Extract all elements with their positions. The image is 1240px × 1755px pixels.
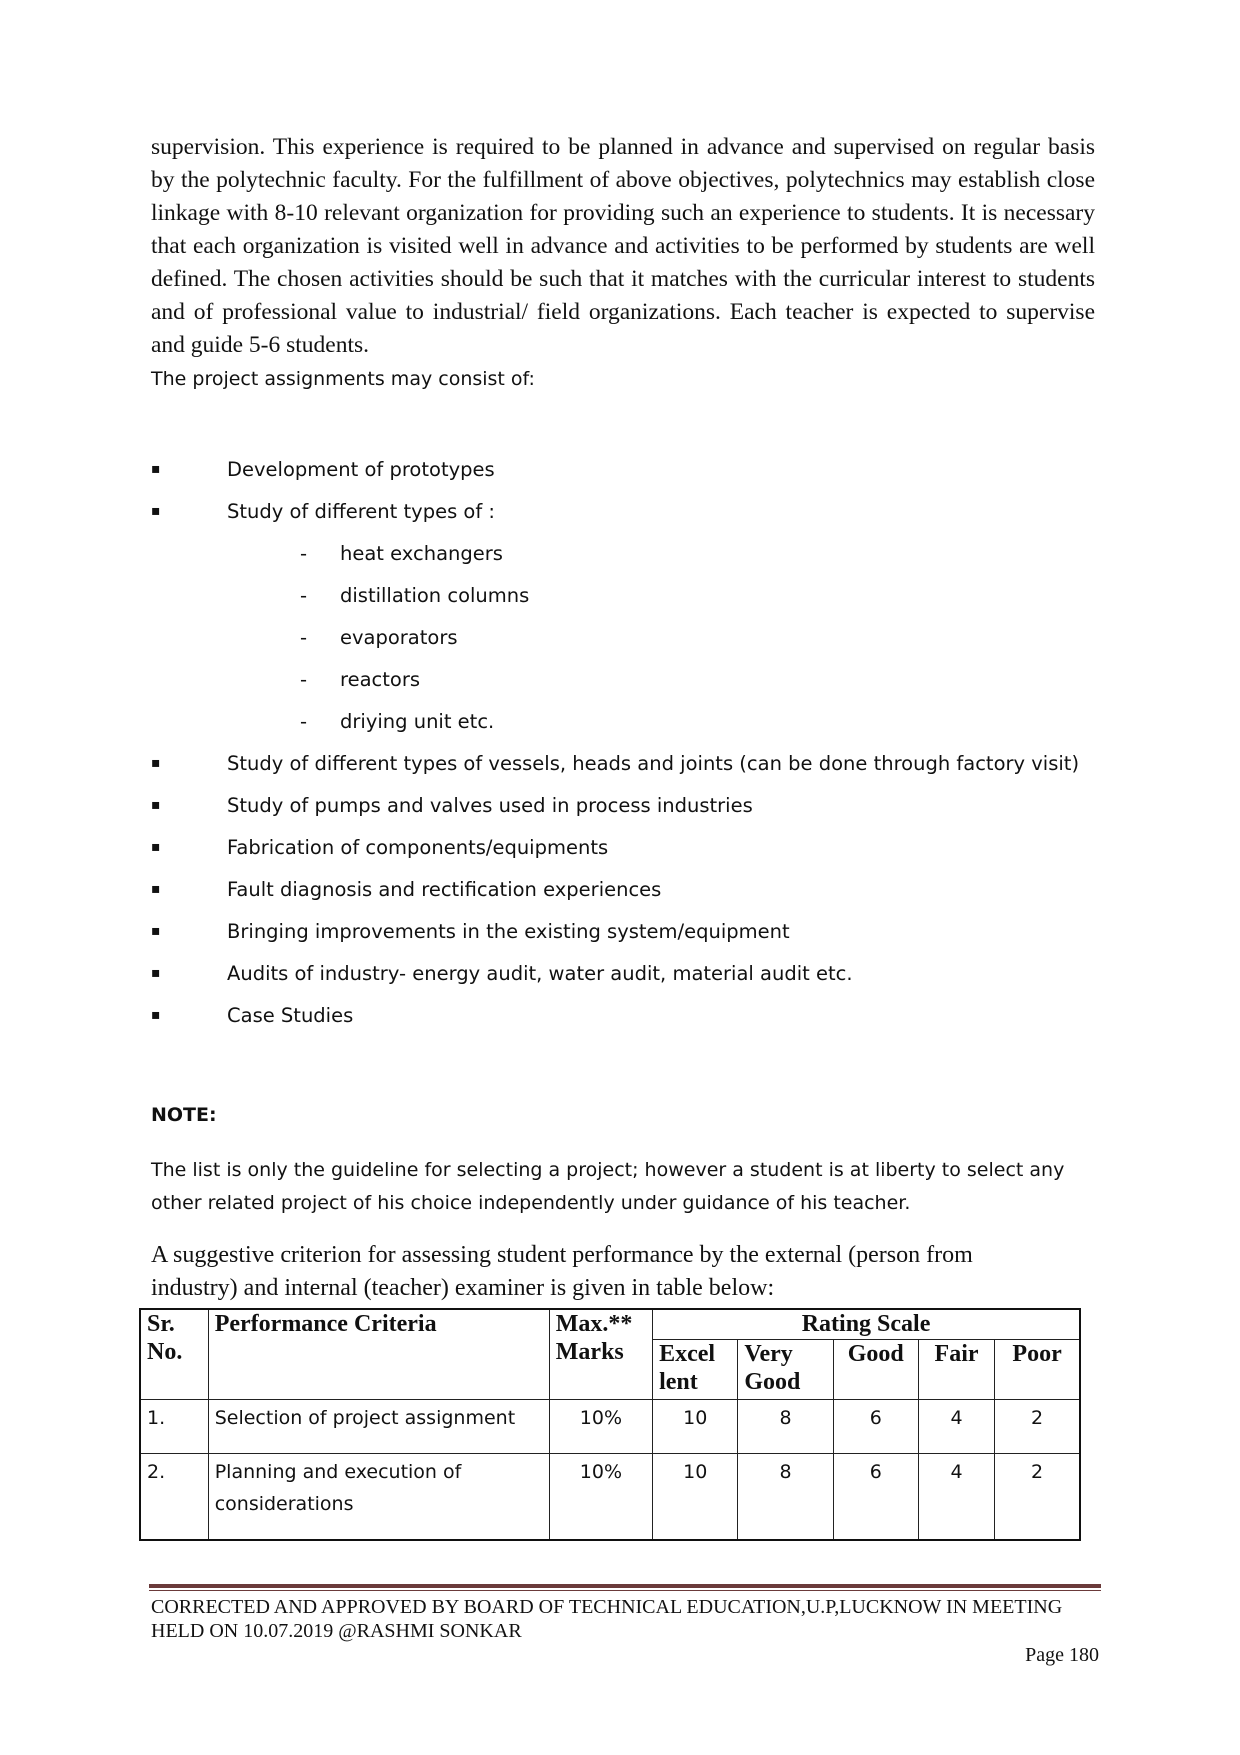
cell-max: 10% bbox=[549, 1453, 652, 1540]
table-row bbox=[140, 1399, 1080, 1453]
header-very-good: Very Good bbox=[738, 1339, 833, 1399]
sub-list-item bbox=[300, 538, 503, 568]
cell-excellent: 10 bbox=[653, 1453, 738, 1540]
cell-fair: 4 bbox=[918, 1399, 994, 1453]
sub-list-item bbox=[300, 664, 420, 694]
list-item-text: Fault diagnosis and rectification experiences bbox=[227, 877, 662, 901]
cell-sr: 2. bbox=[140, 1453, 208, 1540]
bullet-icon: ▪ bbox=[151, 503, 161, 519]
list-item bbox=[151, 958, 853, 988]
header-excellent: Excel lent bbox=[653, 1339, 738, 1399]
bullet-icon: ▪ bbox=[151, 1007, 161, 1023]
cell-very-good: 8 bbox=[738, 1399, 833, 1453]
sub-list-item-text: reactors bbox=[340, 667, 421, 691]
list-item-text: Study of different types of : bbox=[227, 499, 495, 523]
list-item bbox=[151, 916, 790, 946]
intro-paragraph: supervision. This experience is required to be planned in advance and supervised on regular basis by the polytechnic faculty. For the fulfillment of above objectives, polytechnics may establish close linkage with 8-10 relevant organization for providing such an experience to students. It is necessary that each organization is visited well in advance and activities to be performed by students are well defined. The chosen activities should be such that it matches with the curricular interest to students and of professional value to industrial/ field organizations. Each teacher is expected to supervise and guide 5-6 students. bbox=[151, 134, 1095, 358]
cell-very-good: 8 bbox=[738, 1453, 833, 1540]
cell-poor: 2 bbox=[995, 1453, 1080, 1540]
bullet-icon: ▪ bbox=[151, 881, 161, 897]
list-item bbox=[151, 454, 495, 484]
bullet-icon: ▪ bbox=[151, 461, 161, 477]
sub-list-item bbox=[300, 580, 529, 610]
bullet-icon: ▪ bbox=[151, 797, 161, 813]
list-item-text: Case Studies bbox=[227, 1003, 354, 1027]
header-rating-scale: Rating Scale bbox=[653, 1309, 1080, 1339]
cell-excellent: 10 bbox=[653, 1399, 738, 1453]
list-item bbox=[151, 748, 1079, 778]
header-good: Good bbox=[833, 1339, 918, 1399]
list-item bbox=[151, 496, 495, 526]
bullet-icon: ▪ bbox=[151, 923, 161, 939]
table-row bbox=[140, 1453, 1080, 1540]
cell-fair: 4 bbox=[918, 1453, 994, 1540]
dash-icon: - bbox=[300, 709, 308, 733]
criterion-lead: A suggestive criterion for assessing student performance by the external (person from industry) and internal (teacher) examiner is given in table below: bbox=[151, 1242, 973, 1301]
footer-approval-text: CORRECTED AND APPROVED BY BOARD OF TECHNICAL EDUCATION,U.P,LUCKNOW IN MEETING HELD ON 10.07.2019 @RASHMI SONKAR bbox=[151, 1596, 1063, 1642]
cell-criteria: Planning and execution of considerations bbox=[208, 1453, 549, 1540]
dash-icon: - bbox=[300, 541, 308, 565]
list-item-text: Bringing improvements in the existing system/equipment bbox=[227, 919, 790, 943]
list-item-text: Fabrication of components/equipments bbox=[227, 835, 609, 859]
sub-list-item-text: driying unit etc. bbox=[340, 709, 495, 733]
page-number: Page 180 bbox=[1025, 1644, 1099, 1666]
header-fair: Fair bbox=[918, 1339, 994, 1399]
list-item bbox=[151, 1000, 353, 1030]
footer-rule-thin bbox=[149, 1590, 1101, 1591]
list-item bbox=[151, 874, 661, 904]
sub-list-item bbox=[300, 706, 494, 736]
note-body: The list is only the guideline for selecting a project; however a student is at liberty to select any other related project of his choice independently under guidance of his teacher. bbox=[151, 1159, 1065, 1214]
list-item bbox=[151, 832, 608, 862]
table-header-row bbox=[140, 1309, 1080, 1339]
footer-rule bbox=[149, 1584, 1101, 1588]
cell-poor: 2 bbox=[995, 1399, 1080, 1453]
note-heading: NOTE: bbox=[151, 1104, 217, 1126]
list-item bbox=[151, 790, 753, 820]
header-poor: Poor bbox=[995, 1339, 1080, 1399]
cell-criteria: Selection of project assignment bbox=[208, 1399, 549, 1453]
cell-good: 6 bbox=[833, 1453, 918, 1540]
bullet-icon: ▪ bbox=[151, 755, 161, 771]
dash-icon: - bbox=[300, 667, 308, 691]
sub-list-item bbox=[300, 622, 458, 652]
assignments-lead: The project assignments may consist of: bbox=[151, 368, 535, 390]
bullet-icon: ▪ bbox=[151, 965, 161, 981]
list-item-text: Audits of industry- energy audit, water audit, material audit etc. bbox=[227, 961, 853, 985]
cell-good: 6 bbox=[833, 1399, 918, 1453]
list-item-text: Study of different types of vessels, heads and joints (can be done through factory visit) bbox=[227, 751, 1080, 775]
cell-sr: 1. bbox=[140, 1399, 208, 1453]
sub-list-item-text: distillation columns bbox=[340, 583, 530, 607]
header-performance-criteria: Performance Criteria bbox=[208, 1309, 549, 1399]
dash-icon: - bbox=[300, 625, 308, 649]
bullet-icon: ▪ bbox=[151, 839, 161, 855]
header-sr-no: Sr. No. bbox=[140, 1309, 208, 1399]
performance-table bbox=[139, 1308, 1081, 1541]
list-item-text: Study of pumps and valves used in process industries bbox=[227, 793, 753, 817]
header-max-marks: Max.** Marks bbox=[549, 1309, 652, 1399]
cell-max: 10% bbox=[549, 1399, 652, 1453]
sub-list-item-text: heat exchangers bbox=[340, 541, 503, 565]
sub-list-item-text: evaporators bbox=[340, 625, 458, 649]
dash-icon: - bbox=[300, 583, 308, 607]
list-item-text: Development of prototypes bbox=[227, 457, 495, 481]
